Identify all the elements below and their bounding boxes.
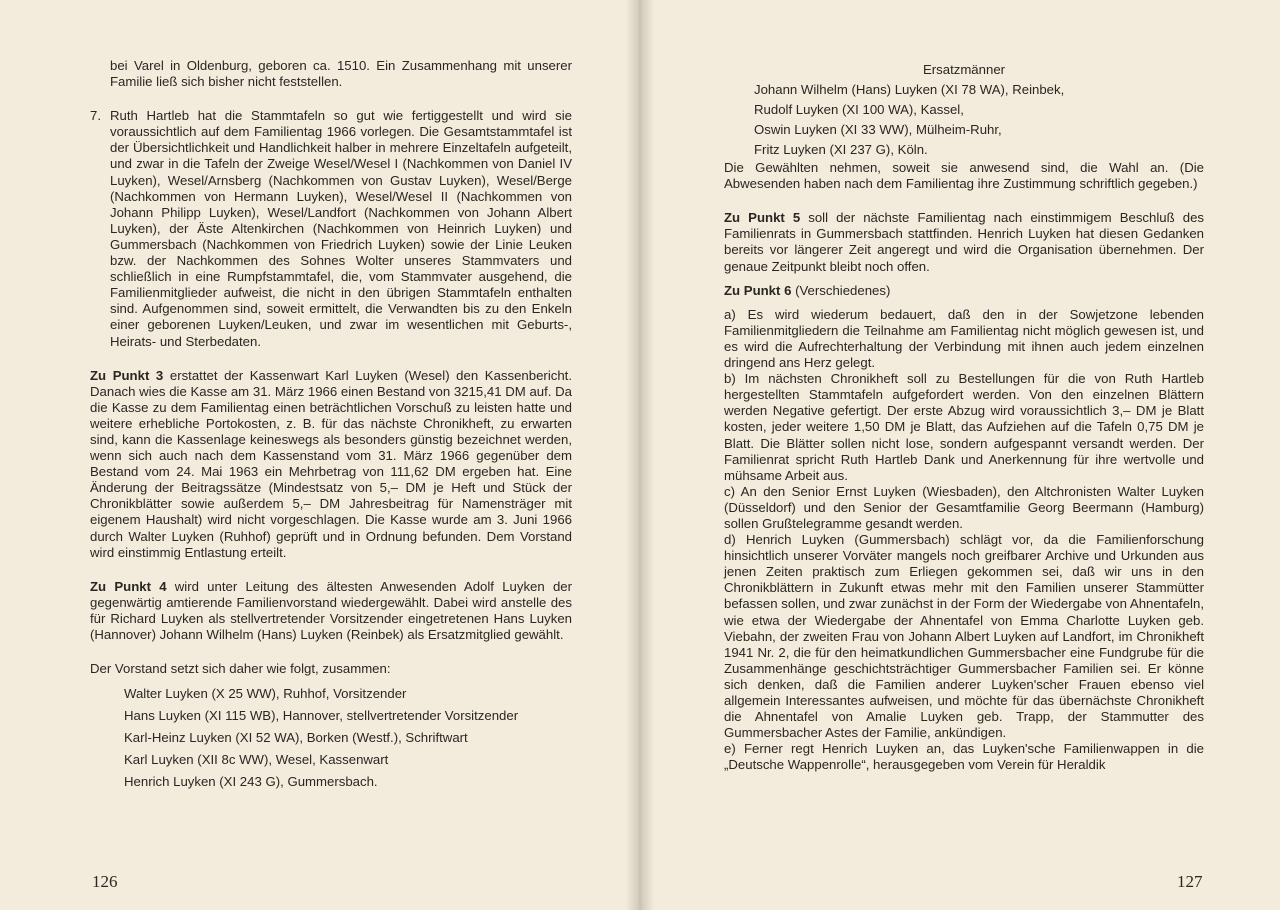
substitute-member: Fritz Luyken (XI 237 G), Köln. (754, 142, 928, 158)
punkt-5-text: soll der nächste Familientag nach einstimmigem Beschluß des Familienrats in Gummersbach stattfinden. Henrich Luyken hat diesen Gedanken bereits vor längerer Zeit angeregt und wird die Organisation übernehmen. Der genaue Zeitpunkt bleibt noch offen. (724, 210, 1204, 274)
book-gutter (626, 0, 654, 910)
substitutes-title: Ersatzmänner (922, 62, 1006, 77)
punkt-6-e: e) Ferner regt Henrich Luyken an, das Luyken'sche Familienwappen in die „Deutsche Wappenrolle“, herausgegeben vom Verein für Heraldik (724, 741, 1204, 773)
punkt-3-heading: Zu Punkt 3 (90, 367, 164, 383)
board-member: Henrich Luyken (XI 243 G), Gummersbach. (124, 774, 378, 790)
substitute-member: Rudolf Luyken (XI 100 WA), Kassel, (754, 102, 964, 118)
board-member: Karl-Heinz Luyken (XI 52 WA), Borken (Westf.), Schriftwart (124, 730, 468, 746)
item-7-number: 7. (90, 108, 101, 124)
punkt-5-paragraph (724, 210, 1204, 274)
punkt-3-text: erstattet der Kassenwart Karl Luyken (Wesel) den Kassenbericht. Danach wies die Kasse am 31. März 1966 einen Bestand von 3215,41 DM auf. Da die Kasse zu dem Familientag einen beträchtlichen Vorschuß zu leisten hatte und weitere erhebliche Portokosten, z. B. für das nächste Chronikheft, zu erwarten sind, kann die Kassenlage keineswegs als besonders günstig bezeichnet werden, wenn sich auch nach dem Kassenstand vom 31. März 1966 gegenüber dem Bestand vom 24. Mai 1963 ein Mehrbetrag von 111,62 DM ergeben hat. Eine Änderung der Beitragssätze (Mindestsatz von 5,– DM je Heft und Stück der Chronikblätter sowie außerdem 5,– DM Jahresbeitrag für Namensträger mit eigenem Haushalt) wird nicht vorgeschlagen. Die Kasse wurde am 3. Juni 1966 durch Walter Luyken (Ruhhof) geprüft und in Ordnung befunden. Dem Vorstand wird einstimmig Entlastung erteilt. (90, 367, 572, 560)
punkt-5-heading: Zu Punkt 5 (724, 210, 801, 226)
punkt-6-d: d) Henrich Luyken (Gummersbach) schlägt vor, da die Familienforschung hinsichtlich unserer Vorväter mangels noch greifbarer Archive und Urkunden aus jenen Zeiten praktisch zum Erliegen gekommen sei, daß wir uns in den Chronikblättern in Zukunft etwas mehr mit den Familien unserer Stammütter befassen sollen, und zwar zunächst in der Form der Wiedergabe von Ahnentafeln, wie etwa der Wiedergabe der Ahnentafel von Emma Charlotte Luyken geb. Viebahn, der zweiten Frau von Johann Albert Luyken auf Landfort, im Chronikheft 1941 Nr. 2, die für den heimatkundlichen Gummersbacher eine Fundgrube für die Zusammenhänge geschichtsträchtiger Gummersbacher Familien sei. Er könne sich denken, daß die Familien anderer Luyken'scher Frauen ebenso viel allgemein Interessantes aufweisen, und möchte für das übernächste Chronikheft die Ahnentafel von Amalie Luyken geb. Trapp, der Stammutter des Gummersbacher Astes der Familie, ankündigen. (724, 532, 1204, 741)
punkt-6-subtitle: (Verschiedenes) (791, 282, 891, 298)
page-number-left: 126 (92, 872, 118, 891)
board-list (124, 683, 572, 793)
punkt-6-heading: Zu Punkt 6 (724, 282, 792, 298)
substitutes-list (754, 80, 1204, 160)
substitute-member: Oswin Luyken (XI 33 WW), Mülheim-Ruhr, (754, 122, 1002, 138)
left-text-column (90, 58, 572, 793)
continuation-paragraph: bei Varel in Oldenburg, geboren ca. 1510. Ein Zusammenhang mit unserer Familie ließ sich bisher nicht feststellen. (110, 58, 572, 90)
board-member: Karl Luyken (XII 8c WW), Wesel, Kassenwart (124, 752, 389, 768)
elected-paragraph: Die Gewählten nehmen, soweit sie anwesend sind, die Wahl an. (Die Abwesenden haben nach dem Familientag ihre Zustimmung schriftlich gegeben.) (724, 160, 1204, 192)
board-intro: Der Vorstand setzt sich daher wie folgt, zusammen: (90, 661, 391, 677)
punkt-6-c: c) An den Senior Ernst Luyken (Wiesbaden), den Altchronisten Walter Luyken (Düsseldorf) und den Senior der Gesamtfamilie Georg Beermann (Hamburg) sollen Grußtelegramme gesandt werden. (724, 483, 1204, 531)
punkt-4-paragraph (90, 579, 572, 643)
item-7 (90, 108, 572, 349)
punkt-4-heading: Zu Punkt 4 (90, 578, 167, 594)
item-7-text: Ruth Hartleb hat die Stammtafeln so gut wie fertiggestellt und wird sie voraussichtlich auf dem Familientag 1966 vorlegen. Die Gesamtstammtafel ist der Übersichtlichkeit und Handlichkeit halber in mehrere Einzeltafeln aufgeteilt, und zwar in die Tafeln der Zweige Wesel/Wesel I (Nachkommen von Daniel IV Luyken), Wesel/Arnsberg (Nachkommen von Gustav Luyken), Wesel/Berge (Nachkommen von Hermann Luyken), Wesel/Wesel II (Nachkommen von Johann Philipp Luyken), Wesel/Landfort (Nachkommen von Johann Albert Luyken), der Äste Altenkirchen (Nachkommen von Heinrich Luyken) und Gummersbach (Nachkommen von Friedrich Luyken) sowie der Linie Leuken bzw. der Nachkommen des Sohnes Wolter unseres Stammvaters und schließlich in eine Rumpfstammtafel, die, vom Stammvater ausgehend, die Familienmitglieder aufweist, die nicht in den übrigen Stammtafeln enthalten sind. Aufgenommen sind, soweit ermittelt, die Verwandten bis zu den Enkeln einer geborenen Luyken/Leuken, und zwar im wesentlichen mit Geburts-, Heirats- und Sterbedaten. (110, 108, 572, 349)
board-member: Hans Luyken (XI 115 WB), Hannover, stellvertretender Vorsitzender (124, 708, 519, 724)
right-page (640, 0, 1280, 910)
punkt-6-a: a) Es wird wiederum bedauert, daß den in der Sowjetzone lebenden Familienmitgliedern die Teilnahme am Familientag nicht möglich gewesen ist, und es wird die Aufrechterhaltung der Verbindung mit ihnen auch jedem einzelnen dringend ans Herz gelegt. (724, 306, 1204, 371)
right-text-column (724, 62, 1204, 773)
page-number-right: 127 (1177, 872, 1203, 891)
punkt-6-b: b) Im nächsten Chronikheft soll zu Bestellungen für die von Ruth Hartleb hergestellten Stammtafeln aufgefordert werden. Von den einzelnen Blättern werden Negative gefertigt. Der erste Abzug wird voraussichtlich 3,– DM je Blatt kosten, jeder weitere 1,50 DM je Blatt, das Aufziehen auf die Tafeln 0,75 DM je Blatt. Die Blätter sollen nicht lose, sondern aufgespannt versandt werden. Der Familienrat spricht Ruth Hartleb Dank und Anerkennung für ihre wertvolle und mühsame Arbeit aus. (724, 371, 1204, 483)
punkt-3-paragraph (90, 368, 572, 561)
substitute-member: Johann Wilhelm (Hans) Luyken (XI 78 WA), Reinbek, (754, 82, 1065, 98)
board-member: Walter Luyken (X 25 WW), Ruhhof, Vorsitzender (124, 686, 407, 702)
punkt-4-text: wird unter Leitung des ältesten Anwesenden Adolf Luyken der gegenwärtig amtierende Familienvorstand wiedergewählt. Dabei wird anstelle des für Richard Luyken als stellvertretender Vorsitzender eingetretenen Hans Luyken (Hannover) Johann Wilhelm (Hans) Luyken (Reinbek) als Ersatzmitglied gewählt. (90, 578, 573, 642)
punkt-6-heading-line (724, 283, 1204, 299)
